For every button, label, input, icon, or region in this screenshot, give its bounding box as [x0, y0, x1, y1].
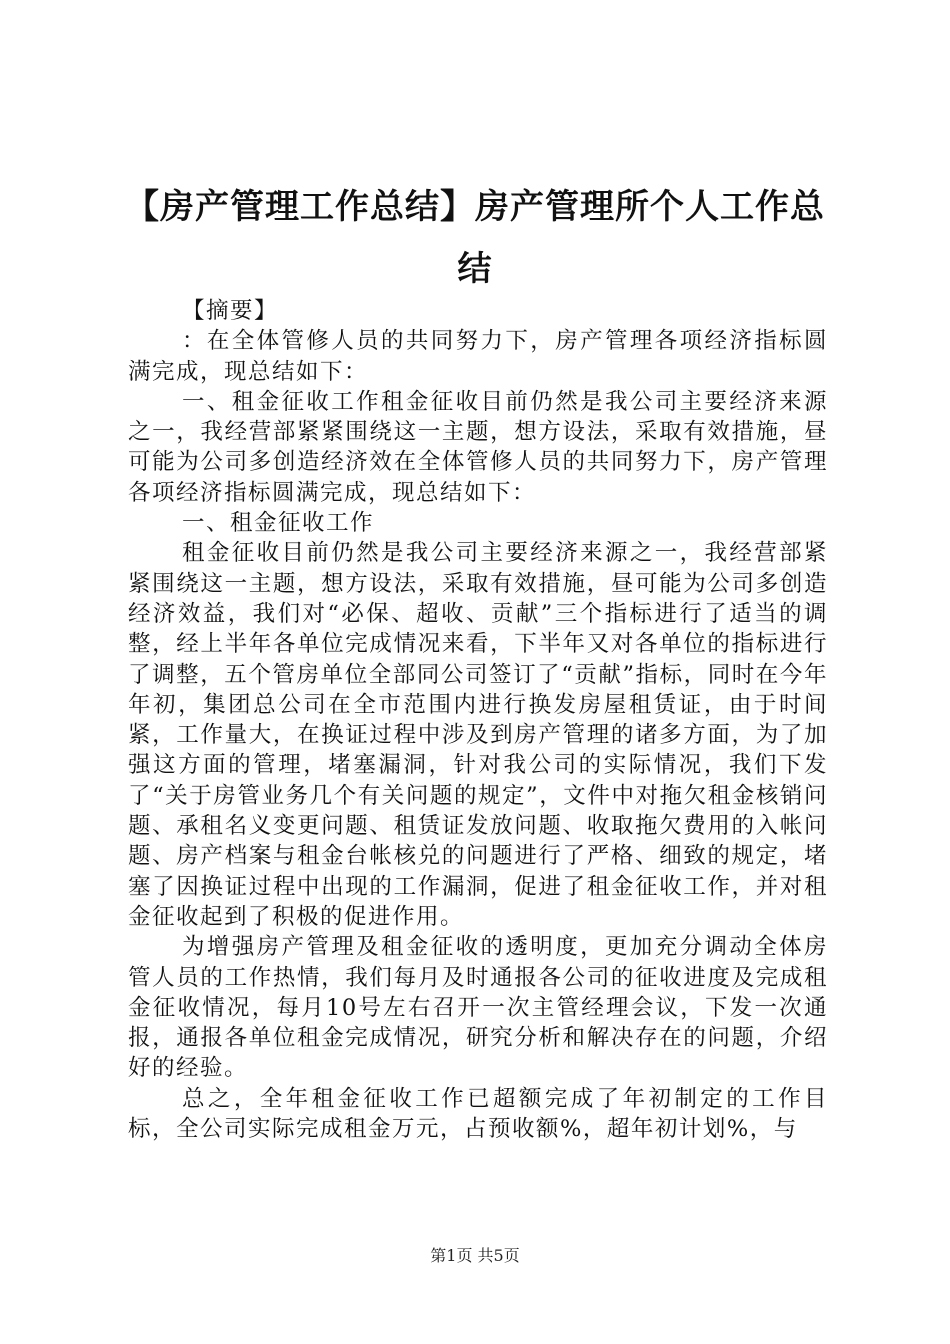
- body-paragraph: 总之，全年租金征收工作已超额完成了年初制定的工作目标，全公司实际完成租金万元，占预收额%，超年初计划%，与: [128, 1085, 828, 1143]
- section-heading: 一、租金征收工作: [182, 510, 375, 537]
- intro-paragraph: ：在全体管修人员的共同努力下，房产管理各项经济指标圆满完成，现总结如下：: [128, 328, 828, 385]
- page-number-footer: 第1页 共5页: [430, 1246, 520, 1265]
- document-title: 【房产管理工作总结】房产管理所个人工作总结: [125, 187, 825, 289]
- body-paragraph: 租金征收目前仍然是我公司主要经济来源之一，我经营部紧紧围绕这一主题，想方设法，采取有效措施，昼可能为公司多创造经济效益，我们对“必保、超收、贡献”三个指标进行了适当的调整，经上半年各单位完成情况来看，下半年又对各单位的指标进行了调整，五个管房单位全部同公司签订了“贡献”指标，同时在今年年初，集团总公司在全市范围内进行换发房屋租赁证，由于时间紧，工作量大，在换证过程中涉及到房产管理的诸多方面，为了加强这方面的管理，堵塞漏洞，针对我公司的实际情况，我们下发了“关于房管业务几个有关问题的规定”，文件中对拖欠租金核销问题、承租名义变更问题、租赁证发放问题、收取拖欠费用的入帐问题、房产档案与租金台帐核兑的问题进行了严格、细致的规定，堵塞了因换证过程中出现的工作漏洞，促进了租金征收工作，并对租金征收起到了积极的促进作用。: [128, 540, 828, 930]
- document-body: [128, 296, 828, 1144]
- abstract-heading: 【摘要】: [182, 298, 279, 324]
- summary-paragraph: 一、租金征收工作租金征收目前仍然是我公司主要经济来源之一，我经营部紧紧围绕这一主题，想方设法，采取有效措施，昼可能为公司多创造经济效在全体管修人员的共同努力下，房产管理各项经济指标圆满完成，现总结如下：: [128, 388, 828, 506]
- body-paragraph: 为增强房产管理及租金征收的透明度，更加充分调动全体房管人员的工作热情，我们每月及时通报各公司的征收进度及完成租金征收情况，每月10号左右召开一次主管经理会议，下发一次通报，通报各单位租金完成情况，研究分析和解决存在的问题，介绍好的经验。: [128, 934, 828, 1082]
